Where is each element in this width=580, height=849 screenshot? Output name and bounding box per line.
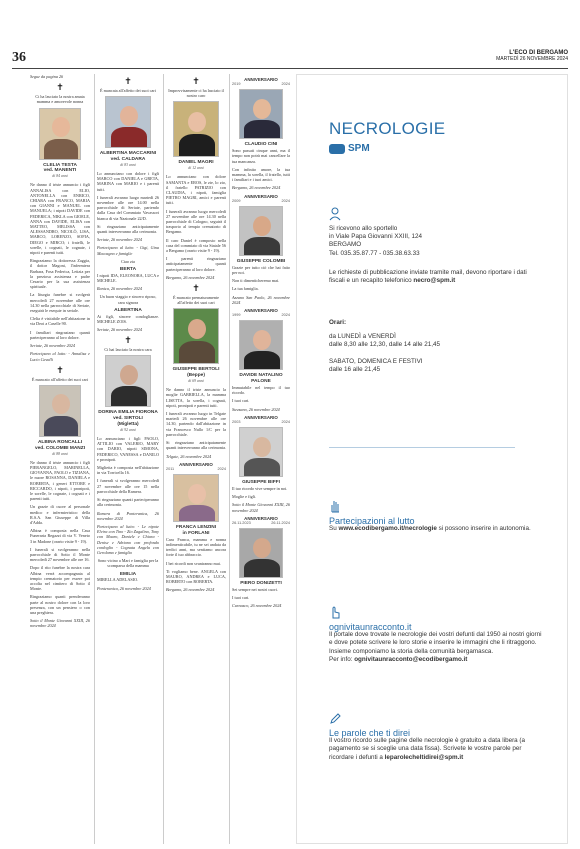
intro-text: È mancata all'affetto dei suoi cari bbox=[100, 88, 156, 93]
portrait-photo bbox=[239, 320, 283, 370]
year-end: 2024 bbox=[281, 82, 290, 87]
year-start: 1999 bbox=[232, 313, 241, 318]
portrait-photo bbox=[173, 308, 219, 364]
notice-place-date: Ranica, 26 novembre 2024 bbox=[97, 286, 142, 292]
notice-place-date: Sotto il Monte Giovanni XXIII, 26 novembre 2024 bbox=[232, 502, 290, 513]
participation-list: Partecipano al lutto: - Le nipote Elvira con Tino - Zio Zagalino, Tony con Mauro, Daniele e Chiara - Denise e Adriano con profondo cordoglio - Cognata Angela con Gerolamo e famiglia bbox=[97, 523, 159, 555]
notice-text: I funerali avranno luogo mercoledì 27 novembre alle ore 14.30 nella parrocchiale di Cologno, seguirà il trasporto al tempio crematorio di Bergamo. bbox=[166, 208, 226, 235]
notice-text: Ne danno il triste annuncio i figli PIERANGELO, MARINELLA, GIOVANNA, PAOLO e TIZIANA, le nuore ROSANNA, DANIELA e ROBERTA, i generi ETTORE e RICCARDO, i nipoti, i pronipoti, le sorelle, le cognate, i cognati e i parenti tutti. bbox=[30, 459, 90, 502]
intro-text: Ci hai lasciato la nostra cara bbox=[104, 347, 152, 353]
deceased-name: CLELIA TESTA bbox=[43, 162, 77, 168]
notice-text: I funerali si svolgeranno mercoledì 27 novembre alle ore 15 nella parrocchiale della Ramera. bbox=[97, 478, 159, 494]
notice-text: I bei ricordi non svaniranno mai. bbox=[166, 560, 221, 566]
deceased-age: di 83 anni bbox=[120, 162, 136, 167]
portrait-photo bbox=[173, 474, 219, 522]
notice-text: Il tuo ricordo vive sempre in noi. bbox=[232, 486, 288, 492]
notice-text: I funerali si svolgeranno nella parrocchiale di Sotto il Monte mercoledì 27 novembre alle ore 16. bbox=[30, 546, 90, 563]
deceased-age: di 92 anni bbox=[120, 427, 136, 432]
office-city: BERGAMO bbox=[329, 241, 362, 249]
spm-logo-text: SPM bbox=[348, 143, 370, 154]
notice-text: Dopo il rito funebre la nostra cara Albina verrà accompagnata al tempio crematorio per essere poi accolta nel cimitero di Sotto il Monte. bbox=[30, 565, 90, 592]
portrait-photo bbox=[239, 427, 283, 477]
anniversary-years bbox=[232, 199, 290, 204]
year-end: 2024 bbox=[281, 313, 290, 318]
year-end: 26.11.2024 bbox=[271, 521, 290, 526]
notice-text: Miglietta è composta nell'abitazione in via Torricella 16. bbox=[97, 465, 159, 476]
ognivita-info-label: Per info: bbox=[329, 655, 353, 663]
parole-text: Il vostro ricordo sulle pagine delle necrologie è gratuito a data libera (a pagamento se si sceglie una data fissa). Scrivete le vostre parole per ricordare i defunti a bbox=[329, 737, 526, 761]
year-end: 2024 bbox=[281, 198, 290, 203]
year-start: 2009 bbox=[232, 198, 241, 203]
portrait-photo bbox=[105, 355, 151, 407]
portrait-photo bbox=[105, 96, 151, 148]
year-end: 2024 bbox=[217, 466, 226, 471]
notice-text: I funerali avranno luogo in Telgate martedì 26 novembre alle ore 14.30, partendo dall'abitazione in via Francesco Nullo 1/C per la parrocchiale. bbox=[166, 411, 226, 437]
email-instructions bbox=[329, 269, 543, 285]
notice-text: Lo annunciano con dolore i figli MARCO con DANIELA e GRETA, MARINA con MARIO e i parenti tutti. bbox=[97, 171, 159, 192]
section-divider bbox=[329, 447, 515, 448]
deceased-name: PIERO DONIZETTI bbox=[240, 581, 282, 587]
parole-email-link[interactable]: leparolecheltidirei@spm.it bbox=[384, 753, 464, 761]
hours-weekdays: da LUNEDÌ a VENERDÌ bbox=[329, 333, 396, 341]
deceased-name: GIUSEPPE BIFFI bbox=[242, 480, 280, 486]
notice-place-date: Seriate, 26 novembre 2024 bbox=[97, 237, 142, 243]
ognivita-section bbox=[329, 623, 543, 664]
ognivita-title[interactable]: ognivitaunracconto.it bbox=[329, 622, 412, 632]
anniversary-heading: ANNIVERSARIO bbox=[244, 515, 278, 521]
notice-place-date: Seriate, 26 novembre 2024 bbox=[97, 327, 142, 333]
email-note: Le richieste di pubblicazione inviate tramite mail, devono riportare i dati fiscali e un recapito telefonico bbox=[329, 269, 527, 285]
deceased-name: DAVIDE NATALINO PALONE bbox=[239, 373, 283, 385]
cross-icon: ✝ bbox=[56, 364, 64, 375]
deceased-age: di 12 anni bbox=[188, 166, 204, 171]
anniversary-years bbox=[232, 420, 290, 425]
page-number: 36 bbox=[12, 50, 26, 65]
cross-icon: ✝ bbox=[124, 335, 132, 346]
participation-list: Partecipano al lutto: - Annalisa e Lucio Cavalli bbox=[30, 351, 90, 362]
notice-place-date: Ramera di Ponteranica, 26 novembre 2024 bbox=[97, 510, 159, 521]
year-start: 2011 bbox=[166, 466, 175, 471]
deceased-nickname: (Migletta) bbox=[117, 422, 139, 428]
year-start: 26.11.2023 bbox=[232, 521, 251, 526]
hours-weekdays-times: dalle 8,30 alle 12,30, dalle 14 alle 21,45 bbox=[329, 341, 440, 349]
header-rule bbox=[12, 68, 568, 69]
deceased-name-married: ved. COLOMBI MANZI bbox=[34, 445, 86, 451]
anniversary-heading: ANNIVERSARIO bbox=[244, 77, 278, 82]
necrologie-site-link[interactable]: www.ecodibergamo.it/necrologie bbox=[338, 525, 437, 533]
hours-label: Orari: bbox=[329, 319, 347, 326]
column-divider bbox=[163, 74, 164, 844]
notice-place-date: Azzano San Paolo, 26 novembre 2024 bbox=[232, 294, 290, 305]
notice-text: Ai figli, sincere condoglianze. MICHELE ZOIS. bbox=[97, 313, 159, 324]
intro-text: È mancato prematuramente all'affetto dei suoi cari bbox=[172, 295, 220, 306]
opening-hours bbox=[329, 319, 543, 374]
anniversary-years bbox=[232, 313, 290, 318]
necrologie-info-box bbox=[296, 74, 568, 844]
column-divider bbox=[94, 74, 95, 844]
cross-icon: ✝ bbox=[192, 76, 200, 86]
pointer-icon bbox=[329, 605, 341, 619]
anniversary-years bbox=[232, 521, 290, 526]
intro-text: È mancato all'affetto dei suoi cari bbox=[31, 376, 89, 382]
notice-text: I nipoti IDA, ELEONORA, LUCA e MICHELE. bbox=[97, 272, 159, 284]
hours-weekend: SABATO, DOMENICA E FESTIVI bbox=[329, 357, 423, 365]
spm-logo bbox=[329, 143, 370, 154]
anniversary-heading: ANNIVERSARIO bbox=[244, 308, 278, 314]
notice-text: Ringraziamo quanti prenderanno parte al nostro dolore con la loro presenza, con un pensiero o con una preghiera. bbox=[30, 594, 90, 615]
notice-place-date: Bergamo, 26 novembre 2024 bbox=[166, 587, 215, 593]
notice-place-date: Bergamo, 26 novembre 2024 bbox=[166, 274, 215, 280]
deceased-name: FRANCA LENZINI bbox=[175, 525, 217, 531]
office-info bbox=[329, 225, 543, 258]
obituary-column-2 bbox=[97, 74, 159, 594]
notice-text: Grazie per tutto ciò che hai fatto per noi. bbox=[232, 264, 290, 276]
portrait-photo bbox=[239, 528, 283, 578]
participation-list: Partecipano al lutto: - Gigi, Gina Maccagno e famiglie bbox=[97, 245, 159, 256]
participations-section bbox=[329, 517, 543, 533]
notice-text: Sono passati cinque anni, ma il tempo non potrà mai cancellare la tua mancanza. bbox=[232, 148, 290, 164]
paper-name: L'ECO DI BERGAMO bbox=[509, 50, 568, 56]
cross-icon: ✝ bbox=[56, 82, 64, 93]
necro-email-link[interactable]: necro@spm.it bbox=[413, 277, 456, 285]
year-start: 2003 bbox=[232, 420, 241, 425]
notice-text: Un grazie di cuore al personale medico e infermieristico della R.S.A. San Giuseppe di Villa d'Adda. bbox=[30, 504, 90, 525]
office-phone: Tel. 035.35.87.77 - 035.38.63.33 bbox=[329, 249, 420, 257]
deceased-name-married: in FORLANI bbox=[182, 530, 210, 536]
notice-text: La tua famiglia. bbox=[232, 286, 259, 292]
anniversary-heading: ANNIVERSARIO bbox=[179, 461, 213, 467]
notice-text: Si ringraziano quanti parteciperanno alla cerimonia. bbox=[97, 497, 159, 508]
notice-text: Cara Franca, mamma e nonna indimenticabile, tu ne sei andata da tredici anni, ma sentiamo ancora forte il tuo abbraccio. bbox=[166, 536, 226, 558]
farewell-text: Un buon viaggio e sincero riposo, cara signora bbox=[99, 294, 157, 305]
intro-text: Ci ha lasciato la nostra amata mamma e amorevole nonna bbox=[35, 94, 85, 105]
deceased-name: EMILIA bbox=[119, 571, 137, 577]
pencil-icon bbox=[329, 711, 341, 725]
participations-text: Su bbox=[329, 525, 337, 533]
notice-place-date: Bergamo, 26 novembre 2024 bbox=[232, 185, 281, 191]
notice-place-date: Stezzano, 26 novembre 2024 bbox=[232, 406, 280, 412]
deceased-name-married: ved. CALDARA bbox=[110, 157, 146, 162]
anniversary-heading: ANNIVERSARIO bbox=[244, 414, 278, 420]
deceased-age: di 88 anni bbox=[52, 451, 68, 456]
obituary-column-1 bbox=[30, 74, 90, 632]
notice-text: Ne danno il triste annuncio la moglie GABRIELLA, la mamma LISETTA, la sorella, i cognati, nipoti, pronipoti e parenti tutti. bbox=[166, 387, 226, 408]
notice-text: Il caro Daniel è composto nella casa del commiato di via Statale 56 a Bergamo (orario visite 9 - 19). bbox=[166, 237, 226, 254]
participations-text-end: si possono inserire in autonomia. bbox=[438, 525, 531, 533]
anniversary-years bbox=[232, 82, 290, 87]
cross-icon: ✝ bbox=[192, 283, 200, 294]
notice-place-date: Curnasco, 26 novembre 2024 bbox=[232, 603, 282, 609]
parole-title: Le parole che ti direi bbox=[329, 728, 411, 738]
deceased-name: ALBERTINA MACCARINI bbox=[99, 151, 157, 157]
notice-place-date: Ponteranica, 26 novembre 2024 bbox=[97, 585, 151, 591]
year-start: 2019 bbox=[232, 82, 241, 87]
notice-text: MIRELLA ADELASIO. bbox=[97, 577, 139, 583]
deceased-nickname: BERTA bbox=[119, 267, 137, 273]
notice-text: Non ti dimenticheremo mai. bbox=[232, 278, 280, 284]
continuation-note: Segue da pagina 26 bbox=[30, 74, 64, 79]
notice-text: Lo annunciano con dolore SAMANTA e EROS, le zie, lo zio, il fratello PATRIZIO con CLAUDIA, i nipoti, famiglia PIETRO MAGRI, amici e parenti tutti. bbox=[166, 174, 226, 206]
spm-logo-icon bbox=[329, 144, 345, 154]
notice-place-date: Telgate, 26 novembre 2024 bbox=[166, 453, 212, 459]
farewell-text: Sono vicino a Mari e famiglia per la scomparsa della mamma bbox=[97, 558, 159, 569]
deceased-name: ALBINA RONCALLI bbox=[37, 439, 83, 445]
deceased-age: di 84 anni bbox=[52, 174, 68, 179]
notice-place-date: Sotto il Monte Giovanni XXIII, 26 novembre 2024 bbox=[30, 618, 90, 629]
hours-weekend-times: dalle 16 alle 21,45 bbox=[329, 365, 381, 373]
portrait-photo bbox=[239, 89, 283, 139]
deceased-name: ALBERTINA bbox=[114, 307, 142, 313]
deceased-name: GIUSEPPE COLOMBI bbox=[236, 259, 286, 265]
deceased-age: di 69 anni bbox=[188, 379, 204, 384]
deceased-name: CLAUDIO CINI bbox=[244, 142, 278, 148]
portrait-photo bbox=[39, 108, 81, 160]
person-icon bbox=[329, 207, 341, 221]
deceased-name-married: ved. MANENTI bbox=[43, 168, 77, 174]
notice-text: I tuoi cari. bbox=[232, 398, 250, 404]
column-divider bbox=[229, 74, 230, 844]
notice-place-date: Seriate, 26 novembre 2024 bbox=[30, 343, 75, 349]
notice-text: Si ringraziano anticipatamente quanti interverranno alla cerimonia. bbox=[97, 223, 159, 235]
year-end: 2024 bbox=[281, 420, 290, 425]
office-line: Si ricevono allo sportello bbox=[329, 225, 398, 232]
notice-text: Con infinito amore, la tua mamma, la sorella, il fratello, tutti i familiari e i tuoi amici. bbox=[232, 166, 290, 183]
anniversary-column bbox=[232, 74, 290, 612]
notice-text: Albina è composta nella Casa Funeraria Regazzi di via V. Veneto 3 in Madone (orario visite 9 - 19). bbox=[30, 528, 90, 544]
parole-section bbox=[329, 729, 543, 762]
issue-date: MARTEDÌ 26 NOVEMBRE 2024 bbox=[496, 56, 568, 62]
notice-text: Si ringraziano anticipatamente quanti interverranno alla cerimonia. bbox=[166, 440, 226, 451]
notice-text: La liturgia funebre si svolgerà mercoledì 27 novembre alle ore 14.30 nella parrocchiale di Seriate, eseguirà le esequie in seriale. bbox=[30, 292, 90, 314]
obituary-column-3 bbox=[166, 74, 226, 596]
notice-text: Ti vogliamo bene. ANGELA con MAURO, ANDREA e LUCA, ROBERTO con ROBERTA. bbox=[166, 568, 226, 585]
notice-text: Immutabile nel tempo il tuo ricordo. bbox=[232, 385, 290, 396]
intro-text: Improvvisamente ci ha lasciato il nostro caro bbox=[168, 88, 224, 99]
deceased-name: DORINA EMILIA FIORONA bbox=[98, 410, 158, 416]
anniversary-heading: ANNIVERSARIO bbox=[244, 193, 278, 199]
anniversary-years bbox=[166, 467, 226, 472]
masthead bbox=[496, 50, 568, 62]
notice-text: Ne danno il triste annuncio i figli ANNALISA con ELIO, ANTONELLA con ENRICO, CHIARA con FRANCO, MARIA con GIANNI e MANUEL con MANUELA; i nipoti DAVIDE con FEDERICA, NIKLA con GIOELE, ANNA con DAVIDE, ELISA con MATTEO, MELISSA con ALESSANDRO, NICOLÒ, LISA, MARCO, LORENZO, SOFIA, DIEGO e MIRCO; i fratelli, le sorelle, i cognati, le cognate, i nipoti e parenti tutti. bbox=[30, 182, 90, 256]
participations-title: Partecipazioni al lutto bbox=[329, 516, 415, 526]
deceased-name: DANIEL MAGRI bbox=[178, 160, 214, 166]
notice-text: I parenti ringraziano anticipatamente quanti parteciperanno al loro dolore. bbox=[166, 256, 226, 272]
deceased-name: GIUSEPPE BERTOLI bbox=[172, 367, 220, 373]
portrait-photo bbox=[39, 385, 81, 437]
hand-icon bbox=[329, 499, 341, 513]
notice-text: Clelia è visitabile nell'abitazione in via Deoi a Caselle 90. bbox=[30, 316, 90, 327]
deceased-nickname: (Beppe) bbox=[187, 373, 205, 379]
farewell-text: Ciao zia bbox=[121, 258, 135, 264]
deceased-name-married: ved. SIRTOLI bbox=[113, 416, 143, 422]
ognivita-email-link[interactable]: ognivitaunracconto@ecodibergamo.it bbox=[354, 655, 468, 663]
office-address: in Viale Papa Giovanni XXIII, 124 bbox=[329, 233, 422, 241]
cross-icon: ✝ bbox=[124, 76, 132, 86]
notice-text: I funerali avranno luogo martedì 26 novembre alle ore 14.00 nella parrocchiale di Seriate, partendo dalla Casa del Commiato Vavassori bianca di via Nazionale 22/D. bbox=[97, 194, 159, 221]
notice-text: Moglie e figli. bbox=[232, 494, 257, 500]
notice-text: Lo annunciano i figli PAOLO, ATTILIO con VALERIO, MARY con DARIO, nipoti SIMONA, FEDERICO, VANESSA e DANILO e pronipoti. bbox=[97, 436, 159, 462]
notice-text: Sei sempre nei nostri cuori. bbox=[232, 587, 278, 593]
ognivita-text: Il portale dove trovate le necrologie dei vostri defunti dal 1950 ai nostri giorni e dove potete scrivere le loro storie e inserire le immagini che li ritraggono. Insieme componiamo la storia della comunità bergamasca. bbox=[329, 631, 542, 655]
notice-text: I familiari ringraziano quanti parteciperanno al loro dolore. bbox=[30, 329, 90, 340]
box-title: NECROLOGIE bbox=[329, 119, 446, 138]
portrait-photo bbox=[239, 206, 283, 256]
notice-text: I tuoi cari. bbox=[232, 595, 250, 601]
portrait-photo bbox=[173, 101, 219, 157]
notice-text: Ringraziamo la dottoressa Zaggia, il dottor Magoni, l'infermiera Barbara, Fosa Federica, Letizia per la preziosa assistenza e padre Cesario per la sua assistenza spirituale. bbox=[30, 258, 90, 290]
